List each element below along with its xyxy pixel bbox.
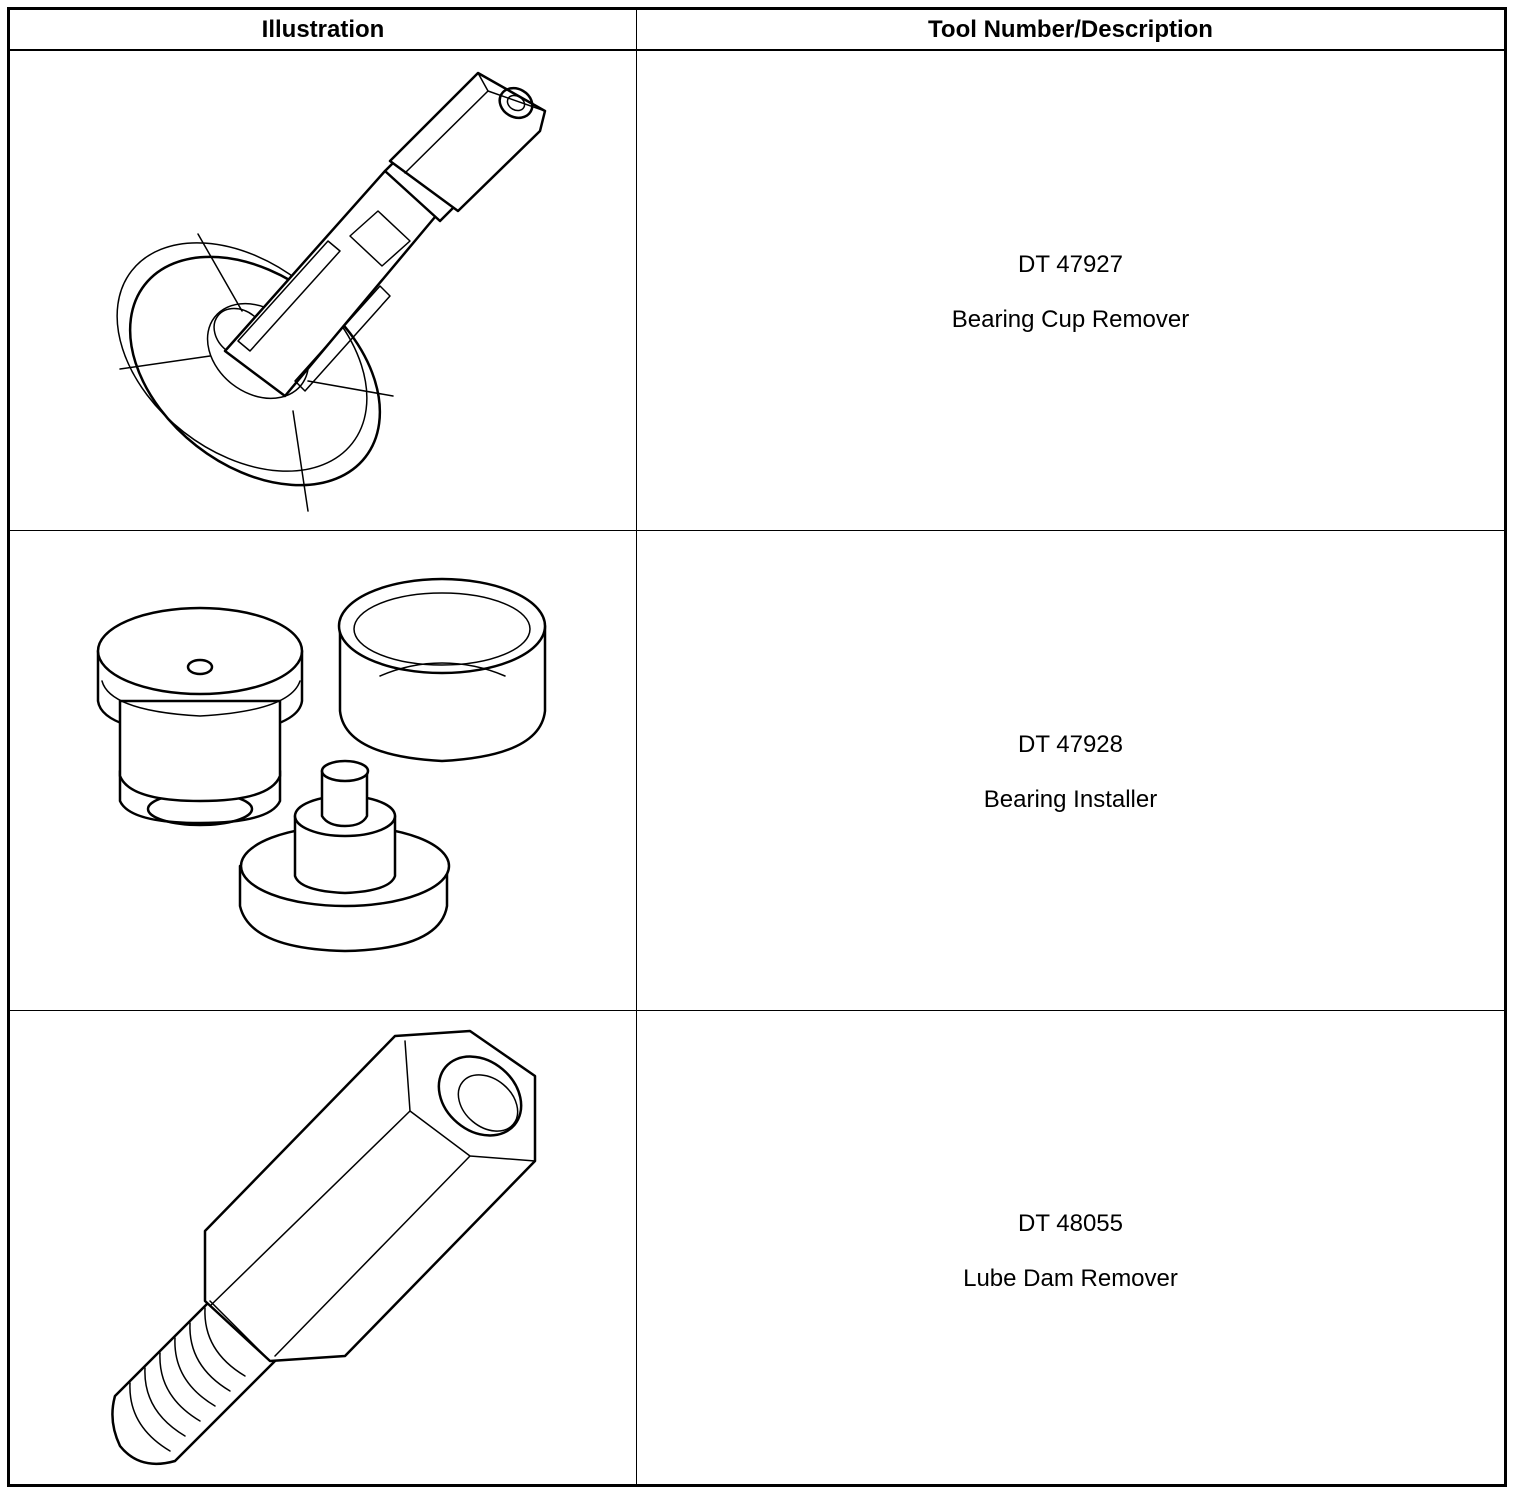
tool-number: DT 47927	[1018, 251, 1123, 278]
table-row	[10, 531, 1504, 1011]
tool-name: Bearing Cup Remover	[951, 306, 1190, 333]
tool-name: Lube Dam Remover	[963, 1265, 1178, 1292]
lube-dam-remover-icon	[10, 1011, 636, 1484]
table-header-row	[10, 10, 1504, 51]
illustration-cell	[10, 51, 636, 530]
tool-number: DT 47928	[1018, 731, 1123, 758]
header-illustration: Illustration	[261, 15, 385, 43]
bearing-cup-remover-icon	[10, 51, 636, 531]
header-tool-number-description: Tool Number/Description	[928, 15, 1213, 43]
illustration-cell	[10, 531, 636, 1010]
description-cell	[637, 51, 1504, 530]
bearing-installer-icon	[10, 531, 636, 1011]
tool-name: Bearing Installer	[983, 786, 1158, 813]
tool-table	[7, 7, 1507, 1487]
description-cell	[637, 1011, 1504, 1484]
tool-number: DT 48055	[1018, 1210, 1123, 1237]
illustration-cell	[10, 1011, 636, 1484]
table-row	[10, 1011, 1504, 1484]
description-cell	[637, 531, 1504, 1010]
table-row	[10, 51, 1504, 531]
